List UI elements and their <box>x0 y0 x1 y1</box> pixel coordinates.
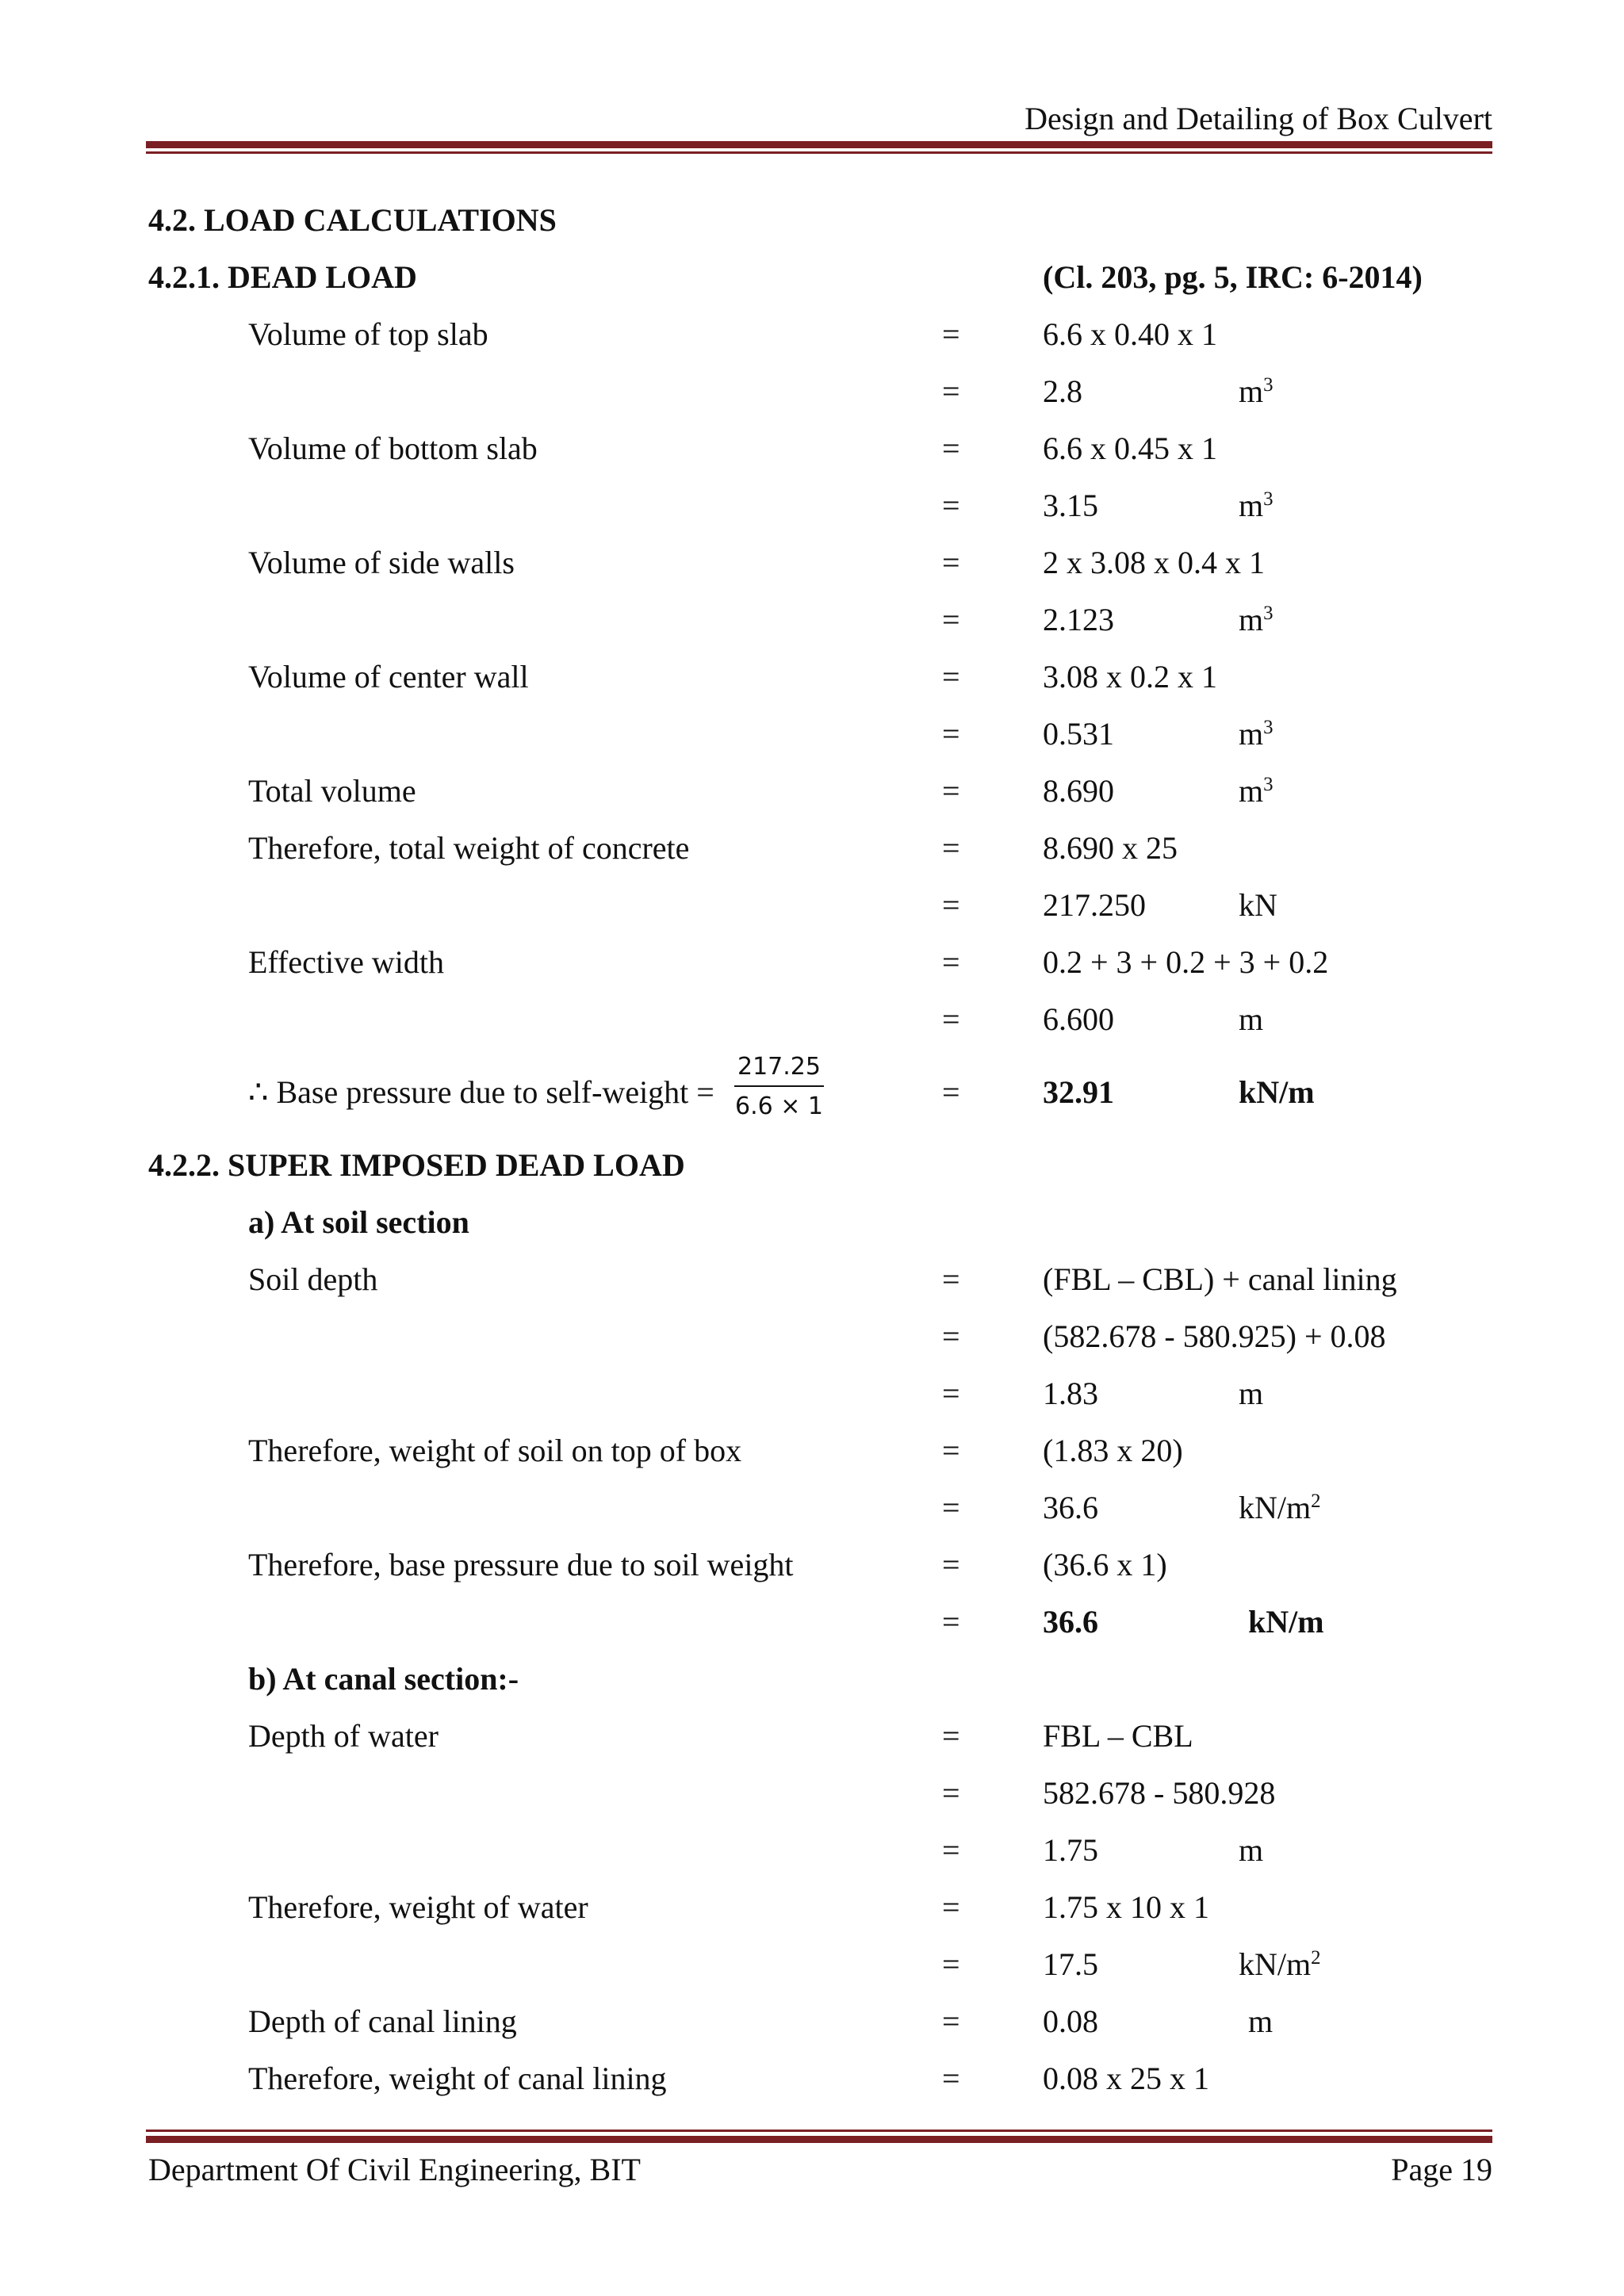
equals-sign: = <box>942 1001 960 1037</box>
equals-sign: = <box>942 1946 960 1982</box>
equals-sign: = <box>942 1547 960 1582</box>
row-label: Therefore, weight of water <box>248 1889 588 1925</box>
row-value: 217.250 <box>1043 887 1146 923</box>
equals-sign: = <box>942 1318 960 1354</box>
equals-sign: = <box>942 602 960 637</box>
row-unit: kN <box>1239 887 1277 923</box>
row-unit: kN/m <box>1248 1604 1324 1640</box>
row-label: Therefore, total weight of concrete <box>248 830 690 866</box>
row-value: 2.123 <box>1043 602 1114 637</box>
equals-sign: = <box>942 1775 960 1811</box>
equals-sign: = <box>942 1261 960 1297</box>
row-label: Volume of side walls <box>248 545 515 580</box>
row-unit: m <box>1239 1376 1264 1411</box>
footer-department: Department Of Civil Engineering, BIT <box>148 2152 641 2187</box>
row-value: 582.678 - 580.928 <box>1043 1775 1276 1811</box>
row-value: (1.83 x 20) <box>1043 1433 1183 1468</box>
row-value: 2 x 3.08 x 0.4 x 1 <box>1043 545 1265 580</box>
equals-sign: = <box>942 430 960 466</box>
header-rule-thick <box>146 141 1492 148</box>
fraction-numerator: 217.25 <box>734 1055 824 1087</box>
equals-sign: = <box>942 1074 960 1110</box>
equals-sign: = <box>942 1376 960 1411</box>
row-value: 1.75 x 10 x 1 <box>1043 1889 1209 1925</box>
base-pressure-value: 32.91 <box>1043 1074 1114 1110</box>
row-value: 3.08 x 0.2 x 1 <box>1043 659 1217 695</box>
fraction-denominator: 6.6 × 1 <box>734 1093 823 1120</box>
row-value: 17.5 <box>1043 1946 1098 1982</box>
equals-sign: = <box>942 944 960 980</box>
row-unit: $m^3$ <box>1239 602 1274 637</box>
equals-sign: = <box>942 1832 960 1868</box>
row-label: Soil depth <box>248 1261 378 1297</box>
base-pressure-label: ∴ Base pressure due to self-weight = <box>248 1074 714 1110</box>
equals-sign: = <box>942 1490 960 1525</box>
row-value: FBL – CBL <box>1043 1718 1193 1754</box>
equals-sign: = <box>942 1718 960 1754</box>
row-label: Therefore, weight of soil on top of box <box>248 1433 742 1468</box>
base-pressure-unit: kN/m <box>1239 1074 1315 1110</box>
equals-sign: = <box>942 373 960 409</box>
row-label: Effective width <box>248 944 444 980</box>
row-value: 36.6 <box>1043 1490 1098 1525</box>
row-value: (FBL – CBL) + canal lining <box>1043 1261 1397 1297</box>
equals-sign: = <box>942 659 960 695</box>
equals-sign: = <box>942 1433 960 1468</box>
equals-sign: = <box>942 2003 960 2039</box>
equals-sign: = <box>942 716 960 752</box>
row-label: Therefore, weight of canal lining <box>248 2061 667 2096</box>
equals-sign: = <box>942 316 960 352</box>
row-value: 0.08 <box>1043 2003 1098 2039</box>
row-value: 8.690 x 25 <box>1043 830 1178 866</box>
row-label: Volume of bottom slab <box>248 430 538 466</box>
row-label: Depth of canal lining <box>248 2003 517 2039</box>
page-number: Page 19 <box>1391 2152 1492 2187</box>
row-value: 36.6 <box>1043 1604 1098 1640</box>
equals-sign: = <box>942 887 960 923</box>
equals-sign: = <box>942 488 960 523</box>
base-pressure-fraction <box>734 1055 824 1119</box>
row-value: (582.678 - 580.925) + 0.08 <box>1043 1318 1386 1354</box>
row-value: 1.83 <box>1043 1376 1098 1411</box>
equals-sign: = <box>942 830 960 866</box>
page-header-title: Design and Detailing of Box Culvert <box>1025 101 1492 136</box>
row-label: Depth of water <box>248 1718 439 1754</box>
row-unit: $m^3$ <box>1239 716 1274 752</box>
row-label: Volume of top slab <box>248 316 488 352</box>
footer-rule-thick <box>146 2136 1492 2143</box>
row-label: Volume of center wall <box>248 659 529 695</box>
row-unit: m <box>1239 1001 1264 1037</box>
row-unit: m <box>1248 2003 1274 2039</box>
row-value: 0.08 x 25 x 1 <box>1043 2061 1209 2096</box>
equals-sign: = <box>942 1889 960 1925</box>
subsection-heading-soil: a) At soil section <box>248 1204 469 1240</box>
row-value: 1.75 <box>1043 1832 1098 1868</box>
row-value: 0.531 <box>1043 716 1114 752</box>
row-unit: $m^3$ <box>1239 373 1274 409</box>
row-value: 6.6 x 0.45 x 1 <box>1043 430 1217 466</box>
row-value: 0.2 + 3 + 0.2 + 3 + 0.2 <box>1043 944 1329 980</box>
row-value: 8.690 <box>1043 773 1114 809</box>
row-unit: $kN/m^2$ <box>1239 1946 1321 1982</box>
row-unit: $kN/m^2$ <box>1239 1490 1321 1525</box>
section-heading-4-2-1: 4.2.1. DEAD LOAD <box>148 259 417 295</box>
equals-sign: = <box>942 1604 960 1640</box>
row-label: Therefore, base pressure due to soil weight <box>248 1547 794 1582</box>
header-rule-thin <box>146 151 1492 154</box>
row-unit: m <box>1239 1832 1264 1868</box>
row-value: (36.6 x 1) <box>1043 1547 1167 1582</box>
row-unit: $m^3$ <box>1239 488 1274 523</box>
equals-sign: = <box>942 545 960 580</box>
row-unit: $m^3$ <box>1239 773 1274 809</box>
row-value: 3.15 <box>1043 488 1098 523</box>
row-value: 2.8 <box>1043 373 1082 409</box>
section-heading-4-2: 4.2. LOAD CALCULATIONS <box>148 202 557 238</box>
equals-sign: = <box>942 773 960 809</box>
equals-sign: = <box>942 2061 960 2096</box>
row-value: 6.6 x 0.40 x 1 <box>1043 316 1217 352</box>
row-label: Total volume <box>248 773 416 809</box>
section-heading-4-2-2: 4.2.2. SUPER IMPOSED DEAD LOAD <box>148 1147 685 1183</box>
code-reference: (Cl. 203, pg. 5, IRC: 6-2014) <box>1043 259 1423 295</box>
subsection-heading-canal: b) At canal section:- <box>248 1661 519 1697</box>
footer-rule-thin <box>146 2130 1492 2132</box>
row-value: 6.600 <box>1043 1001 1114 1037</box>
